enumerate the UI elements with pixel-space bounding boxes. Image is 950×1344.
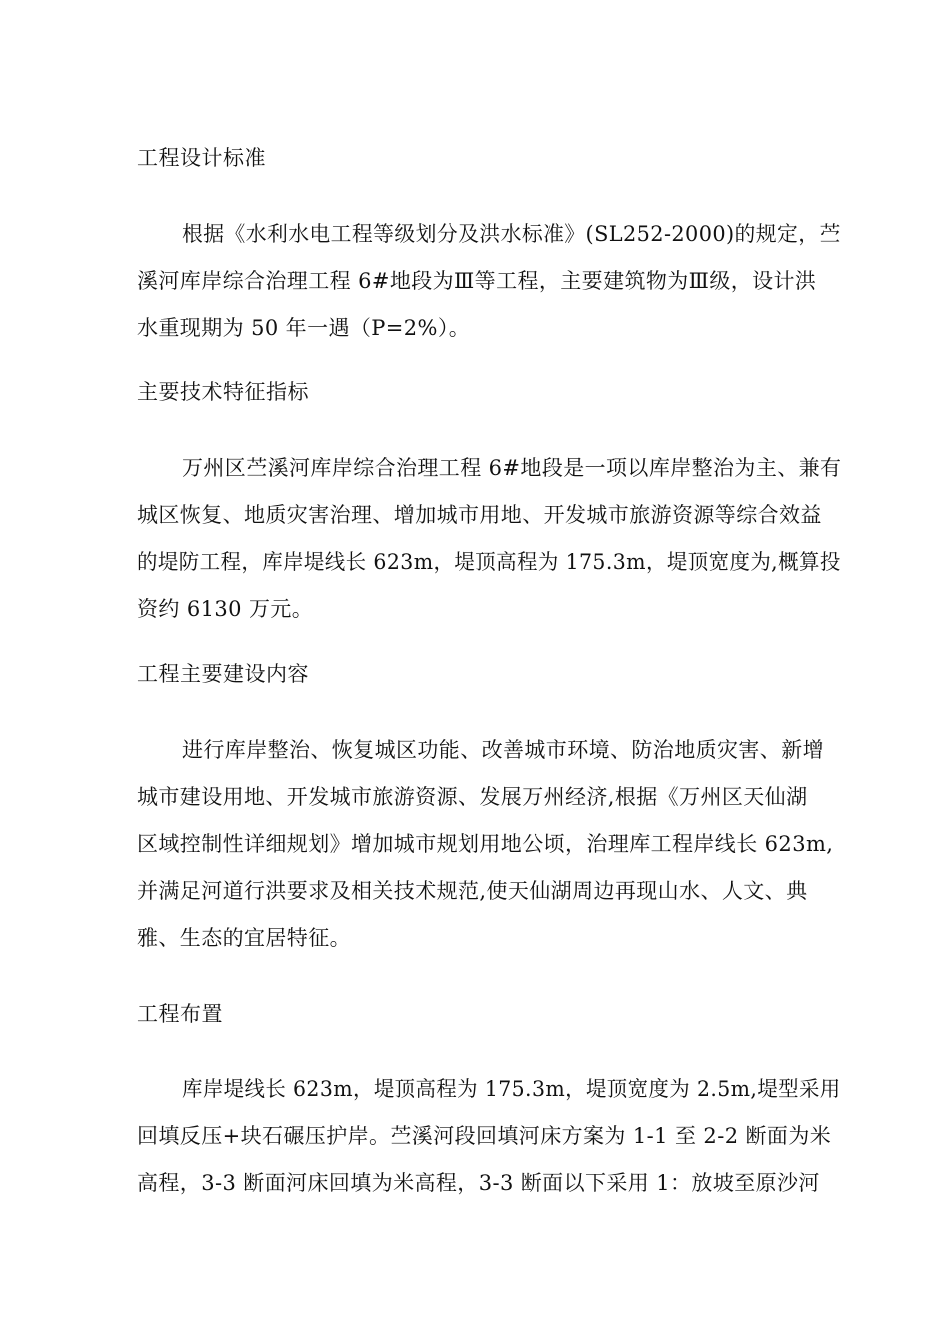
paragraph-line: 进行库岸整治、恢复城区功能、改善城市环境、防治地质灾害、新增 <box>182 738 824 762</box>
paragraph-line: 根据《水利水电工程等级划分及洪水标准》(SL252-2000)的规定，苎 <box>182 222 841 246</box>
paragraph-line: 水重现期为 50 年一遇（P=2%）。 <box>137 316 471 340</box>
section-heading-design-standard: 工程设计标准 <box>137 146 266 170</box>
paragraph-line: 并满足河道行洪要求及相关技术规范,使天仙湖周边再现山水、人文、典 <box>137 879 808 903</box>
paragraph-line: 库岸堤线长 623m，堤顶高程为 175.3m，堤顶宽度为 2.5m,堤型采用 <box>182 1077 841 1101</box>
paragraph-line: 区域控制性详细规划》增加城市规划用地公顷，治理库工程岸线长 623m, <box>137 832 834 856</box>
paragraph-line: 城区恢复、地质灾害治理、增加城市用地、开发城市旅游资源等综合效益 <box>137 503 822 527</box>
paragraph-line: 的堤防工程，库岸堤线长 623m，堤顶高程为 175.3m，堤顶宽度为,概算投 <box>137 550 841 574</box>
paragraph-line: 溪河库岸综合治理工程 6#地段为Ⅲ等工程，主要建筑物为Ⅲ级，设计洪 <box>137 269 817 293</box>
paragraph-line: 回填反压+块石碾压护岸。苎溪河段回填河床方案为 1-1 至 2-2 断面为米 <box>137 1124 832 1148</box>
paragraph-line: 高程，3-3 断面河床回填为米高程，3-3 断面以下采用 1：放坡至原沙河 <box>137 1171 820 1195</box>
paragraph-line: 万州区苎溪河库岸综合治理工程 6#地段是一项以库岸整治为主、兼有 <box>182 456 842 480</box>
paragraph-line: 资约 6130 万元。 <box>137 597 314 621</box>
section-heading-layout: 工程布置 <box>137 1002 223 1026</box>
paragraph-line: 雅、生态的宜居特征。 <box>137 926 351 950</box>
paragraph-line: 城市建设用地、开发城市旅游资源、发展万州经济,根据《万州区天仙湖 <box>137 785 808 809</box>
section-heading-construction-content: 工程主要建设内容 <box>137 662 309 686</box>
section-heading-technical-indicators: 主要技术特征指标 <box>137 380 309 404</box>
